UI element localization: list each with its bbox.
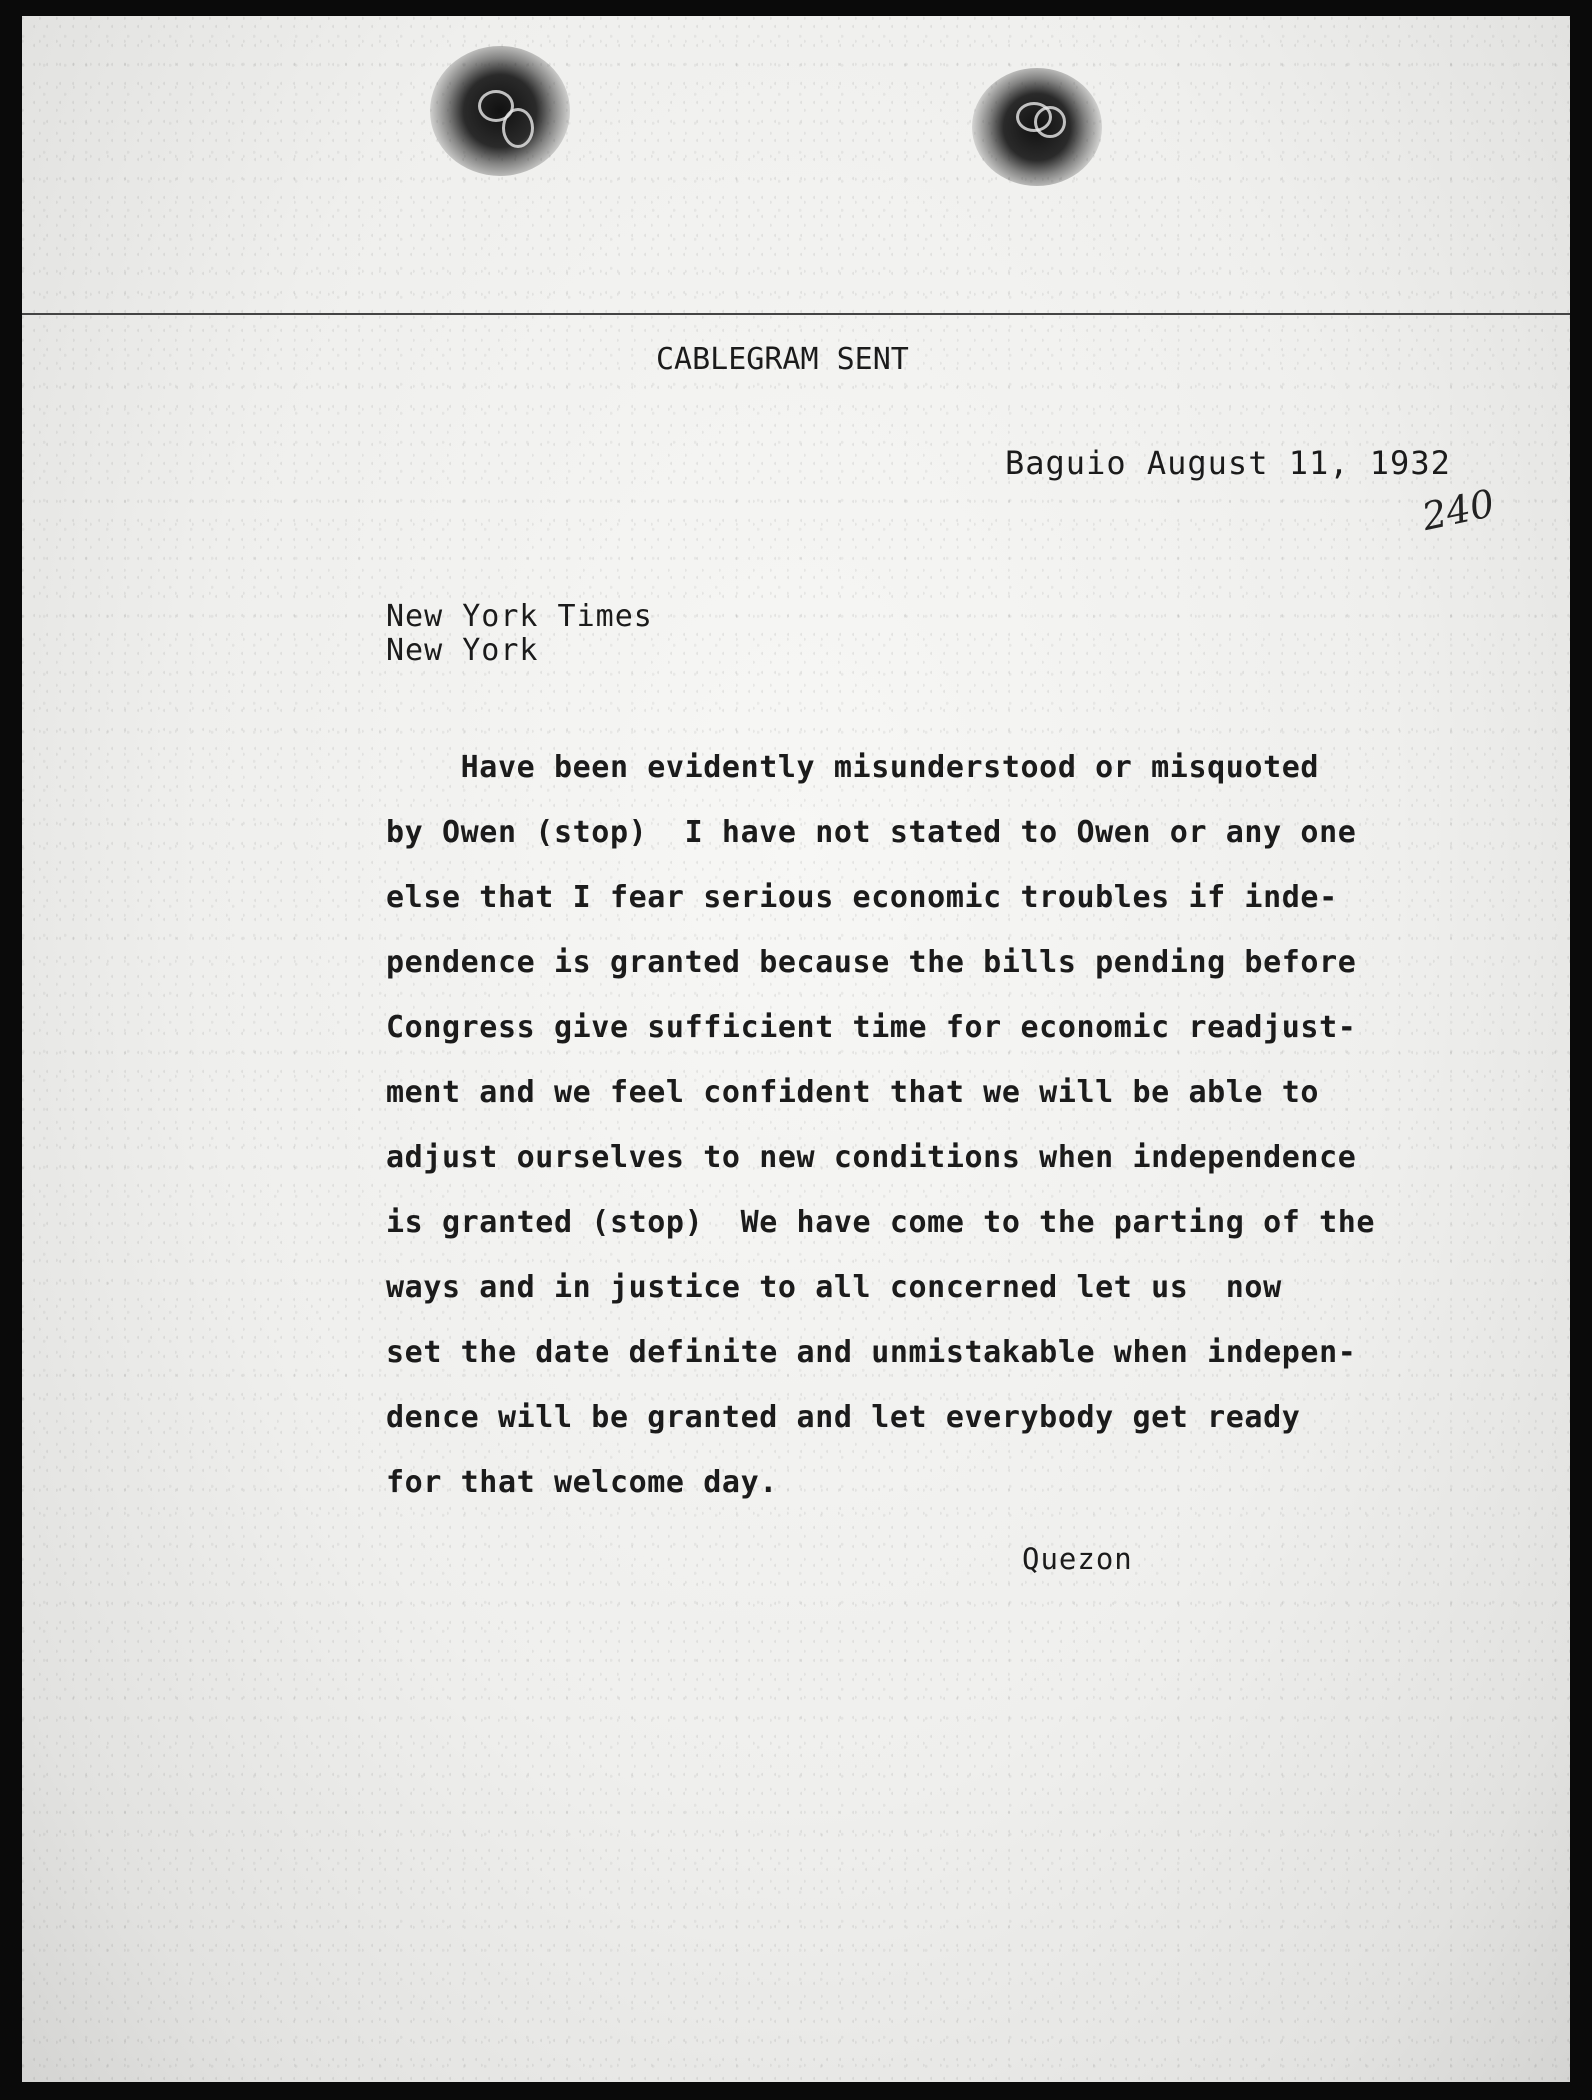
body-line-6: ment and we feel confident that we will be able to [386,1075,1320,1110]
paper-texture [22,16,1570,2082]
signature: Quezon [1022,1542,1133,1576]
header-divider-line [22,313,1570,315]
dateline: Baguio August 11, 1932 [1005,444,1451,482]
body-line-11: dence will be granted and let everybody get ready [386,1400,1301,1435]
document-title: CABLEGRAM SENT [656,342,909,377]
body-line-3: else that I fear serious economic troubles if inde- [386,880,1338,915]
handwritten-page-number: 240 [1418,480,1499,540]
punch-hole-right [972,68,1102,186]
body-line-7: adjust ourselves to new conditions when independence [386,1140,1357,1175]
body-line-4: pendence is granted because the bills pending before [386,945,1357,980]
addressee-block [386,600,653,668]
body-line-9: ways and in justice to all concerned let us now [386,1270,1282,1305]
body-line-8: is granted (stop) We have come to the parting of the [386,1205,1376,1240]
addressee-line-2: New York [386,633,539,668]
body-line-1: Have been evidently misunderstood or misquoted [386,750,1320,785]
addressee-line-1: New York Times [386,599,653,634]
body-line-2: by Owen (stop) I have not stated to Owen or any one [386,815,1357,850]
punch-hole-left [430,46,570,176]
body-line-12: for that welcome day. [386,1465,778,1500]
body-line-10: set the date definite and unmistakable when indepen- [386,1335,1357,1370]
paper-sheet [22,16,1570,2082]
body-line-5: Congress give sufficient time for economic readjust- [386,1010,1357,1045]
